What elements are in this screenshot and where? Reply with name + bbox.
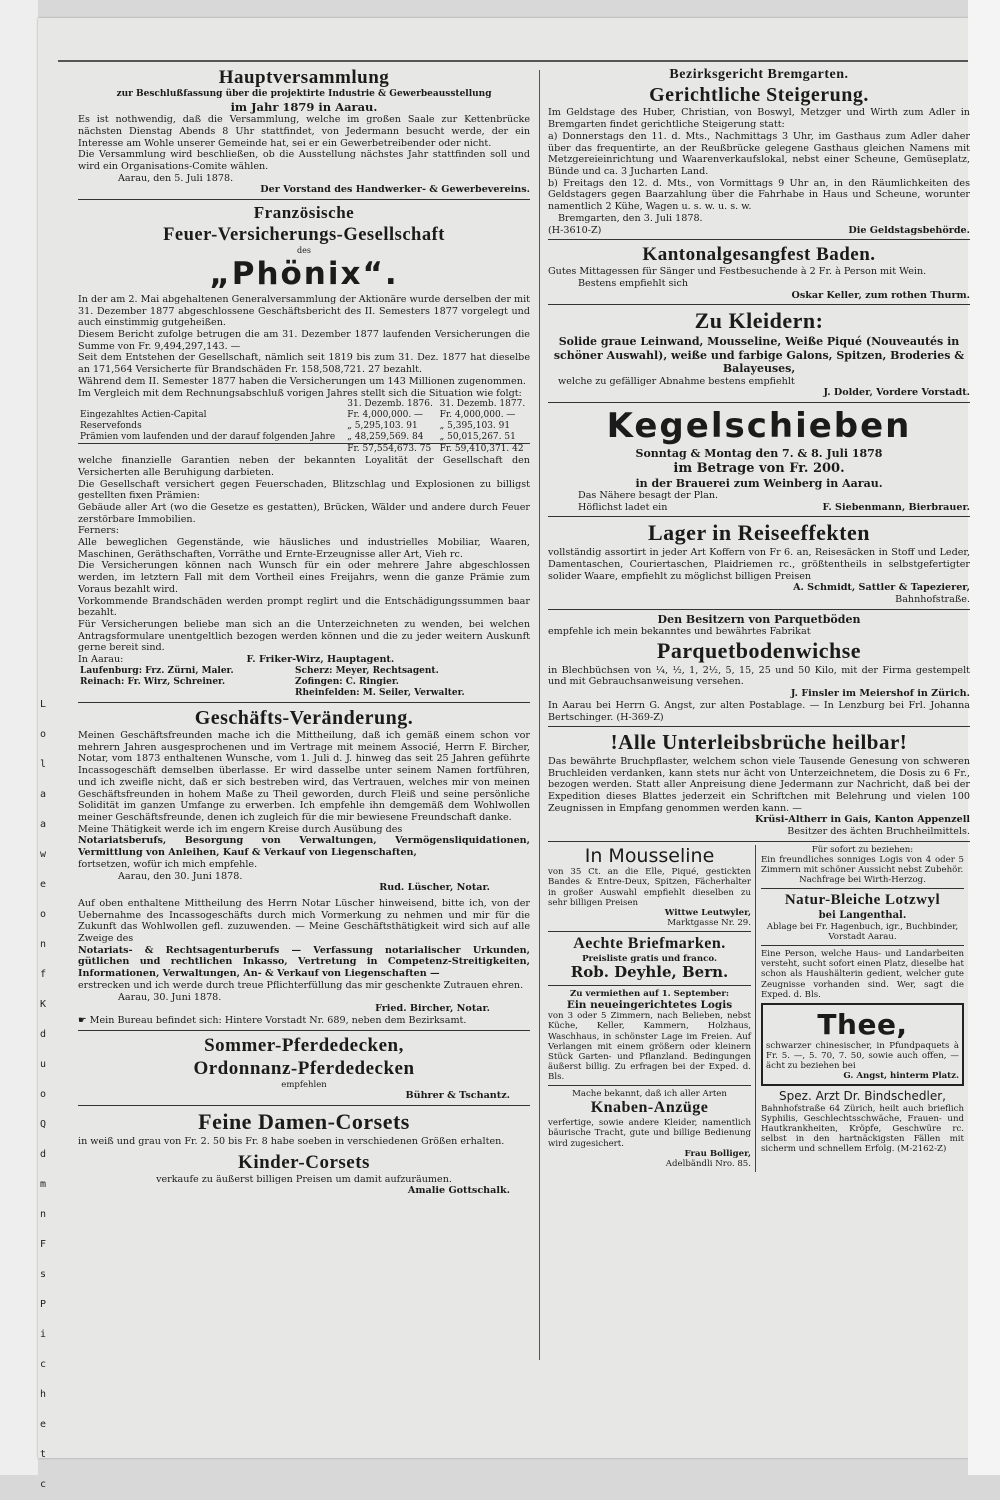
rule — [548, 1085, 751, 1086]
ad-parquetbodenwichse — [548, 613, 970, 723]
table-cell: Fr. 57,554,673. 75 — [347, 444, 432, 455]
ad-unterleibsbrueche — [548, 730, 970, 838]
bm-signature: Rob. Deyhle, Bern. — [570, 963, 729, 982]
classifieds-grid — [548, 845, 970, 1172]
bz-body-2: Nachfrage bei Wirth-Herzog. — [799, 875, 926, 886]
ub-body: Das bewährte Bruchpflaster, welchem schon viele Tausende Genesung von schweren Bruchleiden verdanken, kann stets nur ächt von Unterzeichnetem, die Dosis zu 6 Fr., bezogen werden. Statt aller Anpreisung diene Jedermann zur Nachricht, daß bei der Expedition dieses Blattes jederzeit ein Schriftchen mit Belehrung und vielen 100 Zeugnissen in Empfang genommen werden kann. — — [548, 755, 970, 814]
pq-signature: J. Finsler im Meiershof in Zürich. — [790, 688, 970, 700]
right-column — [548, 66, 970, 1376]
ke-title: Kegelschieben — [606, 405, 912, 446]
hv-year: im Jahr 1879 in Aarau. — [230, 100, 378, 115]
ad-phoenix — [78, 203, 530, 699]
ph-para-13: Für Versicherungen beliebe man sich an die Unterzeichneten zu wenden, bei welchen Antragsformulare unentgeltlich bezogen werden können und die zu jeder weitern Auskunft gerne bereit sind. — [78, 618, 530, 654]
rule — [548, 841, 970, 842]
dc-body: in weiß und grau von Fr. 2. 50 bis Fr. 8 habe soeben in verschiedenen Größen erhalten. — [78, 1135, 505, 1147]
hv-signature: Der Vorstand des Handwerker- & Gewerbevereins. — [260, 184, 530, 196]
rule — [548, 402, 970, 403]
rule — [548, 985, 751, 986]
sp-empfehlen: empfehlen — [281, 1079, 327, 1090]
ad-zu-beziehen — [761, 845, 964, 886]
scan-margin-right — [968, 0, 1000, 1475]
zk-title: Zu Kleidern: — [694, 308, 824, 334]
dc-title: Feine Damen-Corsets — [198, 1109, 410, 1135]
gv-para-3: Notariatsberufs, Besorgung von Verwaltungen, Vermögensliquidationen, Vermittlung von Anleihen, Kauf & Verkauf von Liegenschaften, — [78, 835, 530, 859]
table-cell: Fr. 4,000,000. — — [347, 410, 424, 421]
ad-zu-vermiethen — [548, 989, 751, 1083]
bi-title: Spez. Arzt Dr. Bindschedler, — [779, 1089, 946, 1104]
ph-name: „Phönix“. — [209, 256, 399, 293]
bg-item-a: a) Donnerstags den 11. d. Mts., Nachmittags 3 Uhr, im Gasthaus zum Adler daher über das frequentirte, an der Reußbrücke gelegene Gasthaus gleichen Namens mit Metzgereieinrichtung und Waarenverkaufslokal, nebst einer Scheune, Gemüseplatz, Bünde und ca. 3 Jucharten Land. — [548, 130, 970, 177]
table-cell: Rheinfelden: M. Seiler, Verwalter. — [295, 687, 465, 698]
gv-para-1: Meinen Geschäftsfreunden mache ich die Mittheilung, daß ich gemäß einem schon vor mehrern Jahren ausgesprochenen und im Vertrage mit meinem Associé, Herrn F. Bircher, Notar, vom 1873 enthaltenen Wunsche, vom 1. Juli d. J. hinweg das seit 25 Jahren geführte Incassogeschäft demselben überlasse. Er wird dasselbe unter seinem Namen fortführen, und ich zweifle nicht, daß er sich bestreben wird, das Vertrauen, welches mir von meinen Geschäftsfreunden in hohem Maße zu Theil geworden, durch Fleiß und seine persönliche Solidität im ganzen Umfange zu erwerben. Ich empfehle ihn demgemäß dem Wohlwollen meiner Geschäftsfreunde, denen ich zugleich für die mir bewiesene Freundschaft danke. — [78, 730, 530, 823]
ad-natur-bleiche — [761, 892, 964, 942]
rule — [78, 1105, 530, 1106]
ke-line-5: Höflichst ladet ein — [578, 501, 668, 513]
header-rule — [58, 60, 968, 62]
ka-body: verfertige, sowie andere Kleider, namentlich bäurische Tracht, gute und billige Bedienung wird zugesichert. — [548, 1118, 751, 1149]
pe-body: Eine Person, welche Haus- und Landarbeiten versteht, sucht sofort einen Platz, dieselbe hat schon als Haushälterin gedient, welcher gute Zeugnisse vorhanden sind. Wer, sagt die Exped. d. Bls. — [761, 949, 964, 1000]
gv-para-5: Auf oben enthaltene Mittheilung des Herrn Notar Lüscher hinweisend, bitte ich, von der Uebernahme des Incassogeschäfts durch mich Vormerkung zu nehmen und mir für die Zukunft das Wohlwollen gefl. zuzuwenden. — Meine Geschäftsthätigkeit wird sich auf alle Zweige des — [78, 897, 530, 945]
zk-body-2: welche zu gefälliger Abnahme bestens empfiehlt — [558, 375, 795, 387]
table-cell: Prämien vom laufenden und der darauf folgenden Jahre — [80, 432, 336, 443]
bg-date: Bremgarten, den 3. Juli 1878. — [558, 212, 703, 224]
column-divider — [539, 70, 540, 1360]
pq-body: in Blechbüchsen von ¼, ½, 1, 2½, 5, 15, 25 und 50 Kilo, mit der Firma gestempelt und mit Gebrauchsanweisung versehen. — [548, 664, 970, 688]
ad-corsets — [78, 1109, 530, 1197]
mo-title: In Mousseline — [584, 844, 715, 867]
ph-para-7: Die Gesellschaft versichert gegen Feuerschaden, Blitzschlag und Explosionen zu billigst gestellten fixen Prämien: — [78, 478, 530, 502]
table-row — [78, 688, 530, 699]
gv-para-2: Meine Thätigkeit werde ich im engern Kreise durch Ausübung des — [78, 823, 403, 835]
gv-para-4: fortsetzen, wofür ich mich empfehle. — [78, 858, 258, 870]
rule — [548, 931, 751, 932]
table-cell: „ 50,015,267. 51 — [439, 432, 516, 443]
lr-title: Lager in Reiseeffekten — [648, 520, 870, 546]
ad-knaben-anzuege — [548, 1089, 751, 1169]
table-cell: Fr. 59,410,371. 42 — [439, 444, 524, 455]
bg-title: Gerichtliche Steigerung. — [649, 84, 869, 107]
vm-head: Zu vermiethen auf 1. September: — [569, 988, 730, 999]
mo-signature: Wittwe Leutwyler, — [664, 907, 751, 918]
ke-signature: F. Siebenmann, Bierbrauer. — [822, 501, 970, 513]
table-header-cell: 31. Dezemb. 1877. — [439, 399, 526, 410]
zk-body: Solide graue Leinwand, Mousseline, Weiße Piqué (Nouveautés in schöner Auswahl), weiße und farbige Galons, Spitzen, Broderies & Balayeuses, — [553, 335, 965, 376]
ph-agent-head: In Aarau: — [78, 654, 124, 666]
mo-body: von 35 Ct. an die Elle, Piqué, gestickten Bandes & Entre-Deux, Spitzen, Fächerhalter in großer Auswahl empfiehlt dieselben zu sehr billigen Preisen — [548, 867, 751, 908]
ph-para-11: Die Versicherungen können nach Wunsch für ein oder mehrere Jahre abgeschlossen werden, im letztern Fall mit dem Vortheil eines Freijahrs, wenn die ganze Prämie zum Voraus bezahlt wird. — [78, 560, 530, 595]
ph-para-12: Vorkommende Brandschäden werden prompt reglirt und die Entschädigungssummen baar bezahlt. — [78, 595, 530, 619]
ke-footer — [548, 502, 970, 514]
table-header-cell: 31. Dezemb. 1876. — [347, 399, 433, 410]
bm-subtitle: Preisliste gratis und franco. — [582, 953, 717, 964]
classifieds-left — [548, 845, 756, 1172]
kg-body-2: Bestens empfiehlt sich — [578, 278, 689, 290]
kc-body: verkaufe zu äußerst billigen Preisen um damit aufzuräumen. — [156, 1173, 452, 1185]
ad-kegelschieben — [548, 406, 970, 514]
ad-zu-kleidern — [548, 308, 970, 398]
ph-title-2: Feuer-Versicherungs-Gesellschaft — [163, 224, 445, 245]
th-signature: G. Angst, hinterm Platz. — [843, 1071, 959, 1082]
table-cell: Scherz: Meyer, Rechtsagent. — [295, 665, 439, 676]
ph-agent-line — [78, 654, 530, 666]
ph-para-9: Ferners: — [78, 525, 119, 537]
gv-para-6: Notariats- & Rechtsagenturberufs — Verfassung notarialischer Urkunden, gütlichen und rechtlichen Inkasso, Vertretung in Competenz-Streitigkeiten, Informationen, Verwaltungen, An- & Verkauf von Liegenschaften — — [78, 944, 530, 980]
ke-line-1: Sonntag & Montag den 7. & 8. Juli 1878 — [635, 447, 883, 461]
ad-kantonalgesangfest — [548, 243, 970, 301]
kg-title: Kantonalgesangfest Baden. — [642, 244, 876, 266]
ad-person-sucht — [761, 949, 964, 1000]
gv-date-2: Aarau, 30. Juni 1878. — [118, 991, 222, 1003]
ka-signature-2: Adelbändli Nro. 85. — [665, 1158, 751, 1169]
left-column — [78, 66, 530, 1376]
ph-para-3: Seit dem Entstehen der Gesellschaft, nämlich seit 1819 bis zum 31. Dez. 1877 hat dieselbe an 171,564 Versicherte für Brandschäden Fr. 158,508,721. 27 bezahlt. — [78, 352, 530, 376]
table-row — [78, 677, 530, 688]
table-cell: Reinach: Fr. Wirz, Schreiner. — [80, 676, 226, 687]
ub-signature: Krüsi-Altherr in Gais, Kanton Appenzell — [755, 814, 970, 826]
table-row — [78, 410, 530, 421]
ph-para-4: Während dem II. Semester 1877 haben die Versicherungen um 143 Millionen zugenommen. — [78, 375, 526, 387]
table-cell: Eingezahltes Actien-Capital — [80, 410, 207, 421]
bg-signature: Die Geldstagsbehörde. — [848, 224, 970, 236]
hv-subtitle: zur Beschlußfassung über die projektirte Industrie & Gewerbeausstellung — [116, 89, 492, 100]
th-body: schwarzer chinesischer, in Pfundpaquets à Fr. 5. —, 5. 70, 7. 50, sowie auch offen, — ächt zu beziehen bei — [766, 1040, 959, 1072]
ph-para-6: welche finanzielle Garantien neben der bekannten Loyalität der Gesellschaft den Versicherten alle Beruhigung darbieten. — [78, 455, 530, 478]
ph-des: des — [297, 246, 311, 256]
table-row — [78, 421, 530, 432]
margin-fragments: L o l a a w e o n f K d u o Q d m n F s P i c h e t c — [40, 699, 47, 1490]
table-cell — [78, 444, 345, 455]
ph-para-2: Diesem Bericht zufolge betrugen die am 31. Dezember 1877 laufenden Versicherungen die Summe von Fr. 9,494,297,143. — — [78, 329, 530, 352]
ph-para-8: Gebäude aller Art (wo die Gesetze es gestatten), Brücken, Wälder und andere durch Feuer zerstörbare Immobilien. — [78, 501, 530, 525]
table-header-cell — [78, 399, 345, 410]
mo-signature-2: Marktgasse Nr. 29. — [667, 917, 751, 928]
kc-title: Kinder-Corsets — [238, 1151, 370, 1173]
pq-body-2: In Aarau bei Herrn G. Angst, zur alten Postablage. — In Lenzburg bei Frl. Johanna Bertschinger. (H-369-Z) — [548, 699, 970, 723]
ka-title: Knaben-Anzüge — [590, 1099, 709, 1117]
ad-bindschedler — [761, 1089, 964, 1154]
bm-title: Aechte Briefmarken. — [573, 935, 726, 953]
ph-agents-table — [78, 666, 530, 699]
table-cell — [78, 688, 293, 699]
gv-signature: Rud. Lüscher, Notar. — [379, 882, 490, 894]
gv-para-8: ☛ Mein Bureau befindet sich: Hintere Vorstadt Nr. 689, neben dem Bezirksamt. — [78, 1014, 467, 1026]
zk-signature: J. Dolder, Vordere Vorstadt. — [823, 387, 970, 399]
table-cell: Zofingen: C. Ringier. — [295, 676, 399, 687]
ad-bezirksgericht — [548, 66, 970, 236]
rule — [548, 239, 970, 240]
hv-body2: Die Versammlung wird beschließen, ob die Ausstellung nächstes Jahr stattfinden soll und wird ein Organisations-Comite wählen. — [78, 149, 530, 172]
pq-title: Parquetbodenwichse — [656, 637, 862, 663]
vm-body: von 3 oder 5 Zimmern, nach Belieben, nebst Küche, Keller, Kammern, Holzhaus, Waschhaus, in schönster Lage im Freien. Auf Verlangen mit einem größern oder kleinern Stück Garten- und Pflanzland. Bedingungen äußerst billig. Zu erfragen bei der Exped. d. Bls. — [548, 1011, 751, 1083]
table-row — [78, 432, 530, 443]
rule — [548, 609, 970, 610]
bg-code: (H-3610-Z) — [548, 224, 602, 236]
table-row — [78, 666, 530, 677]
ph-para-1: In der am 2. Mai abgehaltenen Generalversammlung der Aktionäre wurde derselben der mit 31. Dezember 1877 abgeschlossene Geschäftsbericht des II. Semesters 1877 vorgelegt und auch einstimmig gutgeheißen. — [78, 293, 530, 329]
classifieds-right — [756, 845, 964, 1157]
rule — [548, 516, 970, 517]
ub-title: !Alle Unterleibsbrüche heilbar! — [610, 730, 908, 755]
bz-body: Ein freundliches sonniges Logis von 4 oder 5 Zimmern mit schöner Aussicht nebst Zubehör. — [761, 854, 964, 876]
bi-body: Bahnhofstraße 64 Zürich, heilt auch brieflich Syphilis, Geschlechtsschwäche, Frauen- und Hautkrankheiten, Kröpfe, Geschwüre rc. selbst in den hartnäckigsten Fällen mit sicherm und schnellem Erfolg. (M-2162-Z) — [761, 1103, 964, 1155]
kc-signature: Amalie Gottschalk. — [407, 1185, 510, 1197]
ph-para-10: Alle beweglichen Gegenstände, wie häusliches und industrielles Mobiliar, Waaren, Maschinen, Geräthschaften, Vorräthe und Ernte-Erzeugnisse aller Art, Vieh rc. — [78, 537, 530, 560]
kg-signature: Oskar Keller, zum rothen Thurm. — [791, 289, 970, 301]
hv-title: Hauptversammlung — [218, 67, 390, 88]
gv-para-7: erstrecken und ich werde durch treue Pflichterfüllung das mir geschenkte Zutrauen ehren. — [78, 979, 524, 991]
gv-date: Aarau, den 30. Juni 1878. — [118, 870, 243, 882]
lr-body: vollständig assortirt in jeder Art Koffern von Fr 6. an, Reisesäcken in Stoff und Leder, Damentaschen, Couriertaschen, Plaidriemen rc., größtentheils in selbstgefertigter solider Waare, empfiehlt zu möglichst billigen Preisen — [548, 547, 970, 582]
bg-footer — [548, 225, 970, 237]
table-cell: Reservefonds — [80, 421, 142, 432]
gv-signature-2: Fried. Bircher, Notar. — [375, 1003, 490, 1015]
ka-head: Mache bekannt, daß ich aller Arten — [572, 1089, 727, 1100]
table-total-row — [78, 444, 530, 455]
ad-reiseeffekten — [548, 520, 970, 605]
ke-line-3: in der Brauerei zum Weinberg in Aarau. — [635, 476, 883, 490]
ph-para-5: Im Vergleich mit dem Rechnungsabschluß vorigen Jahres stellt sich die Situation wie folgt: — [78, 387, 522, 399]
ad-briefmarken — [548, 935, 751, 982]
ad-mousseline — [548, 845, 751, 928]
ph-title-1: Französische — [253, 203, 355, 223]
th-title: Thee, — [817, 1007, 908, 1041]
rule — [548, 304, 970, 305]
nb-body: Ablage bei Fr. Hagenbuch, igr., Buchbinder, Vorstadt Aarau. — [766, 921, 959, 942]
rule — [78, 1030, 530, 1031]
ad-hauptversammlung — [78, 66, 530, 196]
table-header-row — [78, 399, 530, 410]
table-cell: Fr. 4,000,000. — — [439, 410, 516, 421]
bg-head: Bezirksgericht Bremgarten. — [669, 67, 849, 82]
ke-line-2: im Betrage von Fr. 200. — [673, 460, 845, 476]
lr-signature: A. Schmidt, Sattler & Tapezierer, — [793, 582, 970, 594]
nb-title: Natur-Bleiche Lotzwyl — [784, 892, 941, 909]
table-cell: „ 5,395,103. 91 — [439, 421, 511, 432]
ke-line-4: Das Nähere besagt der Plan. — [578, 490, 719, 502]
pq-head: Den Besitzern von Parquetböden — [657, 612, 861, 626]
sp-title-2: Ordonnanz-Pferdedecken — [193, 1057, 415, 1079]
ad-thee — [761, 1003, 964, 1087]
rule — [548, 726, 970, 727]
ka-signature: Frau Bolliger, — [684, 1148, 751, 1159]
lr-signature-2: Bahnhofstraße. — [895, 594, 970, 606]
scan-margin-left — [0, 0, 38, 1475]
rule — [761, 945, 964, 946]
ad-geschaeftsveraenderung — [78, 706, 530, 1027]
bg-body: Im Geldstage des Huber, Christian, von Boswyl, Metzger und Wirth zum Adler in Bremgarten findet gerichtliche Steigerung statt: — [548, 107, 970, 131]
kg-body: Gutes Mittagessen für Sänger und Festbesuchende à 2 Fr. à Person mit Wein. — [548, 266, 927, 278]
ub-signature-2: Besitzer des ächten Bruchheilmittels. — [787, 826, 970, 838]
ad-pferdedecken — [78, 1034, 530, 1102]
sp-title-1: Sommer-Pferdedecken, — [204, 1034, 404, 1056]
gv-title: Geschäfts-Veränderung. — [194, 706, 414, 729]
rule — [78, 702, 530, 703]
ph-agent-main: F. Friker-Wirz, Hauptagent. — [246, 654, 395, 666]
rule — [78, 199, 530, 200]
table-cell: „ 48,259,569. 84 — [347, 432, 424, 443]
pq-head-2: empfehle ich mein bekanntes und bewährtes Fabrikat — [548, 626, 811, 638]
bz-head: Für sofort zu beziehen: — [811, 844, 914, 855]
hv-date: Aarau, den 5. Juli 1878. — [118, 172, 234, 184]
vm-title: Ein neueingerichtetes Logis — [566, 998, 733, 1011]
ph-financial-table — [78, 399, 530, 455]
bg-item-b: b) Freitags den 12. d. Mts., von Vormittags 9 Uhr an, in den Räumlichkeiten des Geldstagers gegen Baarzahlung über die Fahrhabe in Haus und Scheune, worunter namentlich 2 Kühe, Wagen u. s. w. u. s. w. — [548, 177, 970, 213]
sp-signature: Bührer & Tschantz. — [405, 1090, 510, 1102]
table-cell: „ 5,295,103. 91 — [347, 421, 418, 432]
hv-body: Es ist nothwendig, daß die Versammlung, welche im großen Saale zur Kettenbrücke nächsten Dienstag Abends 8 Uhr stattfindet, von Jedermann besucht werde, der ein Interesse am Wohle unserer Gemeinde hat, sei er ein Gewerbetreibender oder nicht. — [78, 114, 530, 149]
table-cell: Laufenburg: Frz. Zürni, Maler. — [80, 665, 234, 676]
nb-subtitle: bei Langenthal. — [818, 910, 907, 922]
rule — [761, 888, 964, 889]
